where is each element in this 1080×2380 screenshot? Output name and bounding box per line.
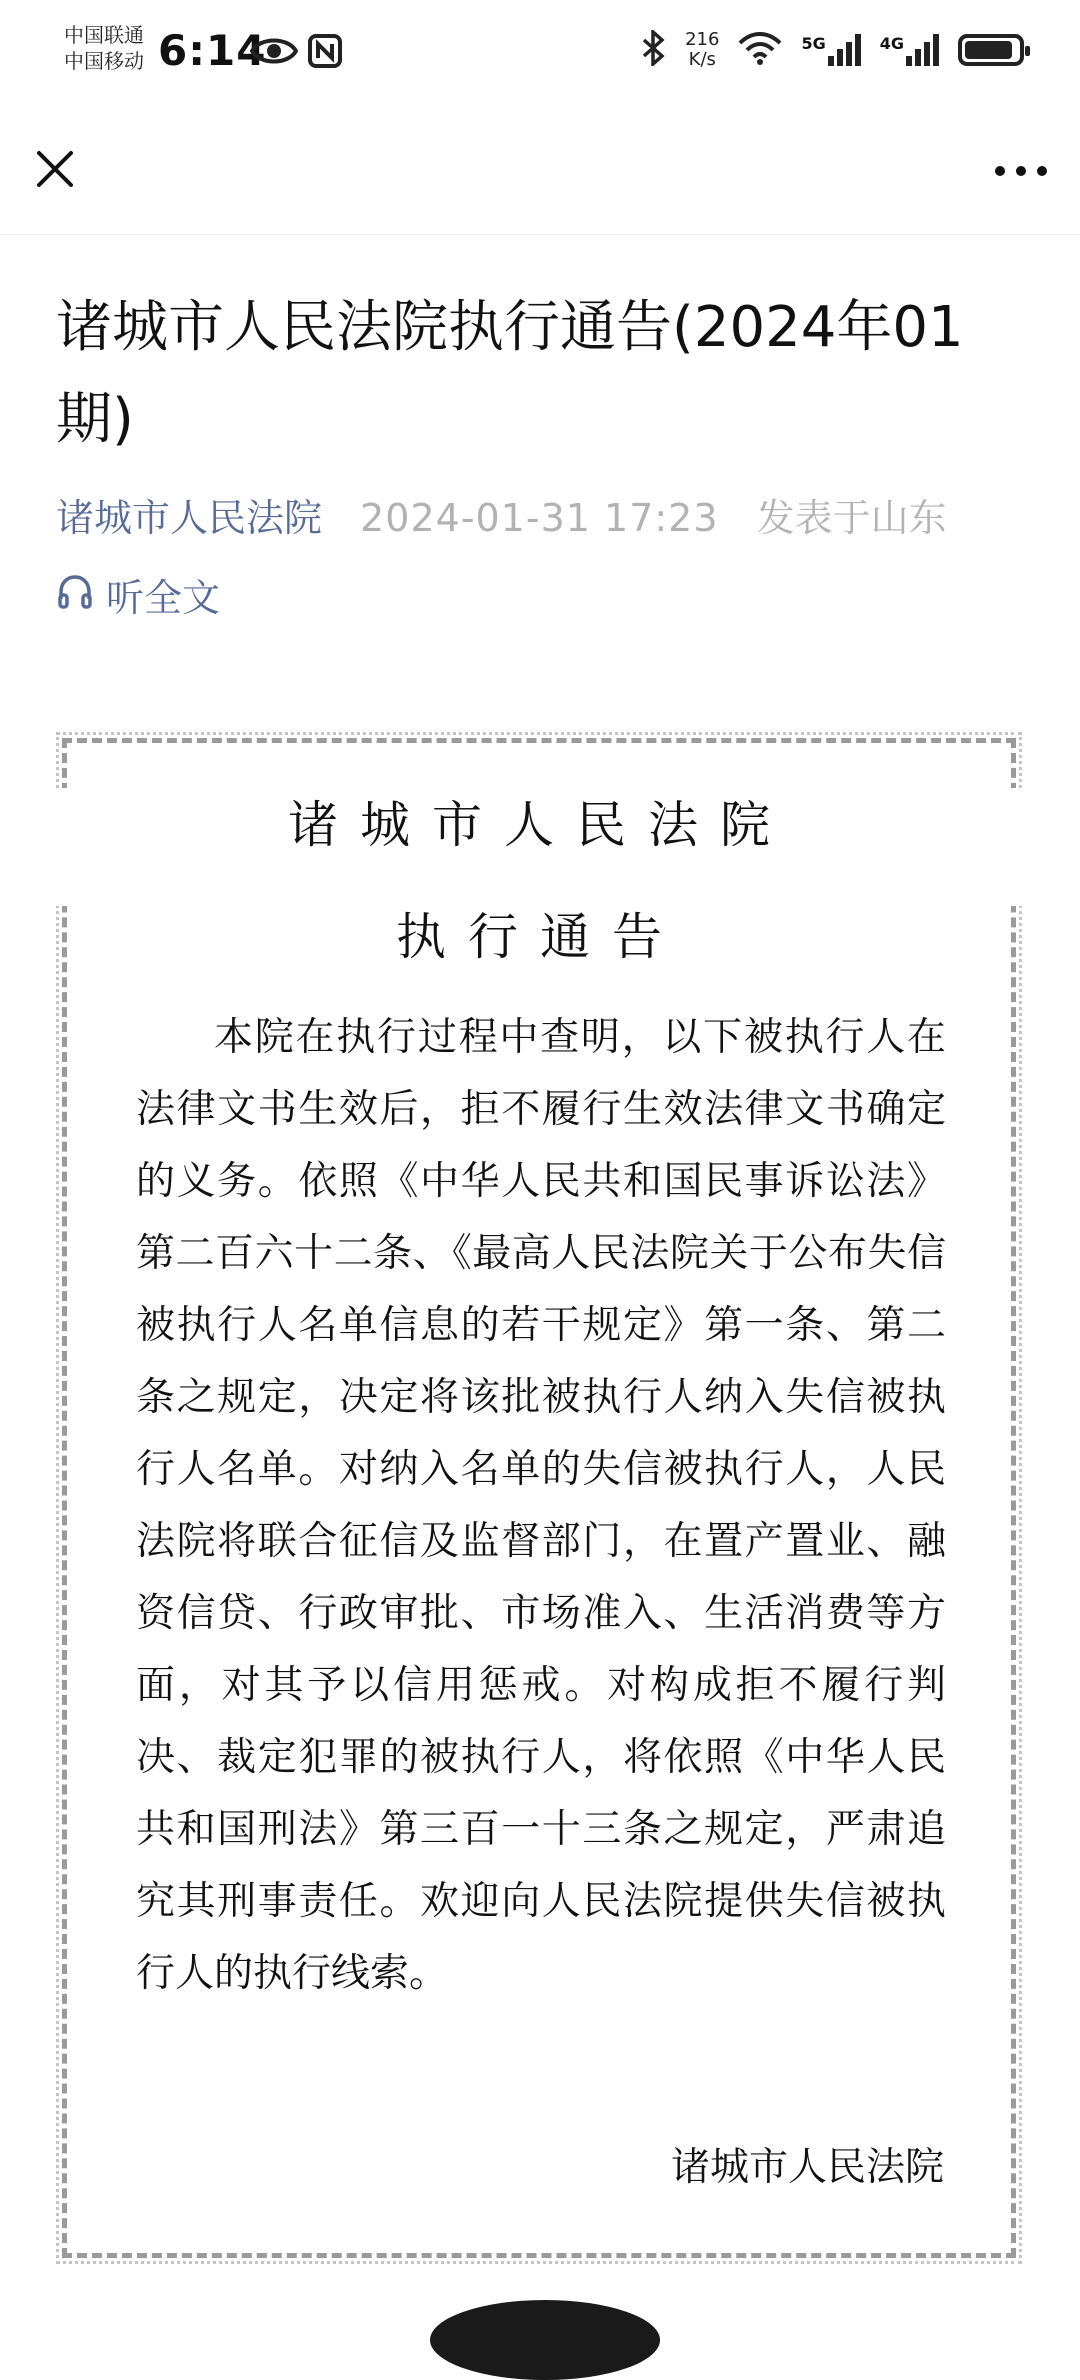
headphones-icon — [56, 568, 94, 628]
battery-icon — [958, 34, 1024, 66]
nfc-icon — [308, 34, 342, 72]
notice-signature: 诸城市人民法院 — [670, 2145, 944, 2190]
top-nav-bar — [0, 110, 1080, 235]
carrier-1: 中国联通 — [64, 23, 144, 47]
article-meta — [56, 488, 947, 548]
status-time: 6:14 — [158, 26, 267, 75]
signal-icon-5g — [801, 34, 861, 66]
next-image-peek — [430, 2300, 660, 2380]
status-bar — [0, 0, 1080, 110]
wifi-icon — [737, 31, 783, 69]
net-speed — [685, 30, 719, 70]
carrier-2: 中国移动 — [64, 49, 144, 73]
notice-heading: 执行通告 — [396, 908, 684, 966]
close-icon — [35, 149, 75, 193]
article-title: 诸城市人民法院执行通告(2024年01期) — [56, 295, 964, 452]
publish-date: 2024-01-31 17:23 — [360, 496, 719, 540]
eye-icon — [250, 34, 298, 72]
more-button[interactable] — [986, 140, 1056, 202]
net-speed-value: 216 — [685, 29, 720, 50]
notice-body: 本院在执行过程中查明，以下被执行人在法律文书生效后，拒不履行生效法律文书确定的义务。依照《中华人民共和国民事诉讼法》第二百六十二条、《最高人民法院关于公布失信被执行人名单信息的若干规定》第一条、第二条之规定，决定将该批被执行人纳入失信被执行人名单。对纳入名单的失信被执行人，人民法院将联合征信及监督部门，在置产置业、融资信贷、行政审批、市场准入、生活消费等方面，对其予以信用惩戒。对构成拒不履行判决、裁定犯罪的被执行人，将依照《中华人民共和国刑法》第三百一十三条之规定，严肃追究其刑事责任。欢迎向人民法院提供失信被执行人的执行线索。 — [136, 1015, 946, 1996]
more-icon — [994, 162, 1048, 181]
battery-level — [965, 41, 1012, 59]
bluetooth-icon — [641, 30, 667, 70]
close-button[interactable] — [24, 140, 86, 202]
listen-button[interactable] — [56, 568, 220, 628]
signal-2-label: 4G — [879, 34, 904, 53]
author-link[interactable]: 诸城市人民法院 — [56, 496, 323, 540]
listen-label: 听全文 — [106, 576, 221, 620]
notice-court-name: 诸城市人民法院 — [288, 796, 792, 854]
signal-icon-4g — [880, 34, 940, 66]
net-speed-unit: K/s — [688, 49, 716, 70]
signal-1-label: 5G — [801, 34, 826, 53]
publish-location: 发表于山东 — [756, 496, 947, 540]
carrier-info — [64, 22, 144, 74]
